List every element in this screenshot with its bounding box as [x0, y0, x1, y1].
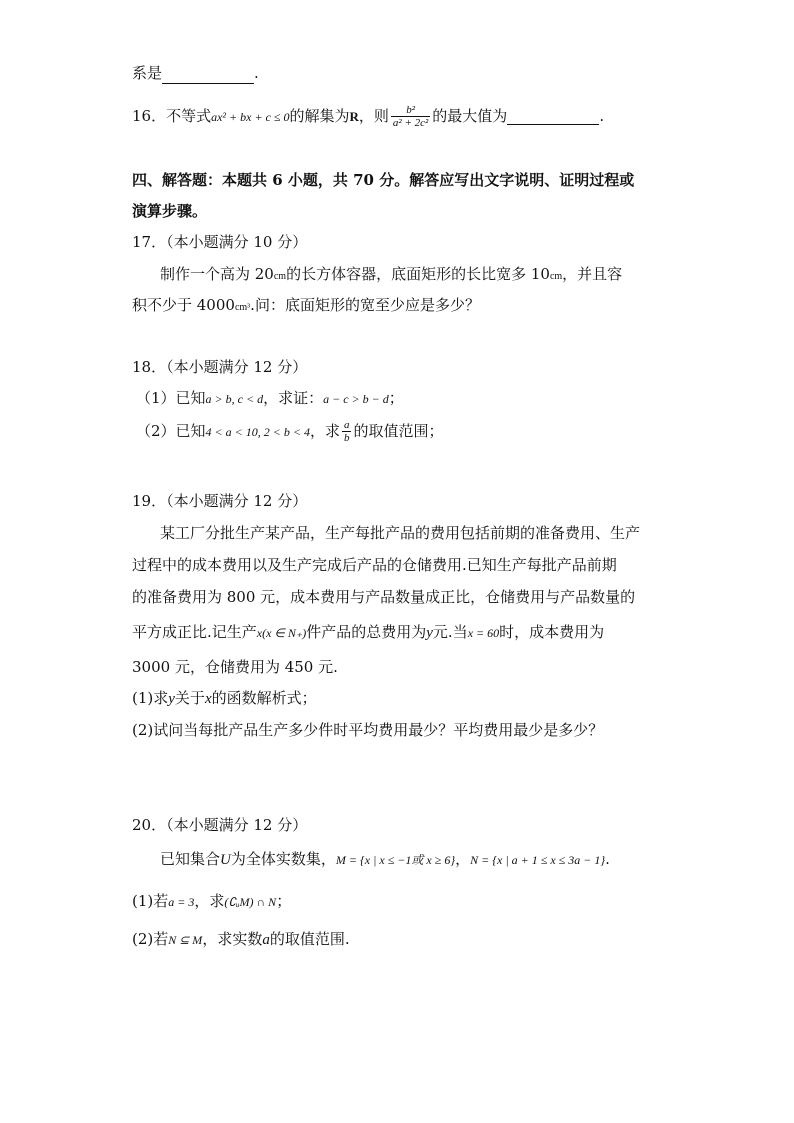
set-M-definition: M = {x | x ≤ −1或 x ≥ 6}: [335, 853, 456, 867]
condition-expression: a > b, c < d: [205, 392, 264, 406]
question-text: ，则: [358, 107, 389, 126]
period: .: [254, 64, 259, 82]
fraction-denominator: a² + 2c²: [392, 117, 429, 130]
question-20-sub-2: [132, 932, 350, 948]
section-heading-line-1: 四、解答题：本题共 6 小题，共 70 分。解答应写出文字说明、证明过程或: [132, 171, 635, 189]
fraction-denominator: b: [343, 432, 350, 445]
fraction-numerator: a: [343, 419, 350, 431]
set-N-definition: N = {x | a + 1 ≤ x ≤ 3a − 1}: [470, 853, 606, 867]
question-number: 16．: [132, 107, 167, 126]
real-set-symbol: R: [349, 109, 359, 125]
punctuation: ；: [388, 389, 404, 407]
fraction-numerator: b²: [406, 104, 415, 116]
question-text: 已知集合: [160, 850, 221, 868]
question-text: 为全体实数集，: [230, 850, 336, 868]
question-18-part-2: [136, 419, 443, 445]
period: .: [599, 107, 605, 126]
answer-blank-16: [507, 109, 599, 125]
question-20-line-1: [160, 852, 610, 868]
question-20-sub-1: [132, 894, 291, 909]
fraction-a-over-b: [342, 419, 352, 445]
condition-expression: a = 3: [168, 895, 195, 909]
question-18-part-1: [136, 391, 404, 406]
variable-x: x: [204, 691, 212, 707]
question-text: 件产品的总费用为: [306, 623, 427, 641]
question-text: 的函数解析式；: [211, 689, 317, 707]
question-text: .问：底面矩形的宽至少应是多少？: [250, 296, 480, 314]
question-16: [132, 104, 604, 130]
punctuation: ，: [455, 850, 471, 868]
question-text: ，求证：: [263, 389, 324, 407]
unit-cm: cm: [273, 271, 287, 282]
question-text: ，求: [194, 892, 225, 910]
condition-expression: N ⊆ M: [168, 933, 203, 947]
question-20-header: 20．（本小题满分 12 分）: [132, 816, 308, 834]
question-17-line-1: [160, 267, 622, 282]
set-U: U: [220, 852, 231, 868]
question-text: 的长方体容器，底面矩形的长比宽多 10: [286, 265, 550, 283]
question-text: ，求实数: [202, 930, 263, 948]
question-text: 平方成正比.记生产: [132, 623, 257, 641]
variable-domain-expression: x(x ∈ N₊): [256, 626, 307, 640]
question-17-header: 17．（本小题满分 10 分）: [132, 233, 308, 251]
variable-y: y: [168, 691, 175, 707]
variable-y: y: [426, 625, 433, 641]
question-text: 关于: [174, 689, 205, 707]
question-19-sub-1: [132, 691, 317, 707]
question-text: 的解集为: [289, 107, 350, 126]
period: .: [605, 850, 610, 868]
question-19-line-3: 的准备费用为 800 元，成本费用与产品数量成正比，仓储费用与产品数量的: [132, 588, 636, 606]
fraction-expression: [391, 104, 430, 130]
part-label: （2）已知: [136, 422, 206, 441]
question-19-line-2: 过程中的成本费用以及生产完成后产品的仓储费用.已知生产每批产品前期: [132, 556, 617, 574]
question-text: 的取值范围；: [353, 422, 444, 441]
set-expression: (∁ᵤM) ∩ N: [224, 895, 277, 909]
punctuation: ；: [276, 892, 292, 910]
inequality-expression: ax² + bx + c ≤ 0: [211, 109, 290, 124]
question-19-line-1: 某工厂分批生产某产品，生产每批产品的费用包括前期的准备费用、生产: [160, 524, 641, 542]
condition-expression: x = 60: [467, 626, 500, 640]
continued-text: 系是: [132, 64, 163, 82]
question-text: 的最大值为: [432, 107, 508, 126]
question-18-header: 18．（本小题满分 12 分）: [132, 358, 308, 376]
answer-blank-15: [162, 68, 254, 84]
question-19-line-4: [132, 625, 604, 641]
question-text: (2)若: [132, 930, 169, 948]
unit-cm: cm: [549, 271, 563, 282]
unit-cm3: cm³: [234, 302, 251, 313]
question-text: ，求: [309, 422, 340, 441]
question-text: 制作一个高为 20: [160, 265, 274, 283]
question-text: ，并且容: [562, 265, 623, 283]
question-text: (1)求: [132, 689, 169, 707]
question-19-line-5: 3000 元，仓储费用为 450 元.: [132, 658, 338, 676]
question-17-line-2: [132, 298, 480, 313]
question-text: 时，成本费用为: [499, 623, 605, 641]
question-text: (1)若: [132, 892, 169, 910]
variable-a: a: [262, 932, 270, 948]
question-text: 元.当: [432, 623, 468, 641]
question-19-header: 19．（本小题满分 12 分）: [132, 492, 308, 510]
part-label: （1）已知: [136, 389, 206, 407]
question-19-sub-2: (2)试问当每批产品生产多少件时平均费用最少？平均费用最少是多少？: [132, 721, 604, 739]
question-text: 不等式: [166, 107, 212, 126]
continued-line: [132, 66, 259, 84]
goal-expression: a − c > b − d: [323, 392, 389, 406]
section-heading-line-2: 演算步骤。: [132, 202, 208, 220]
question-text: 积不少于 4000: [132, 296, 235, 314]
question-text: 的取值范围.: [269, 930, 350, 948]
condition-expression: 4 < a < 10, 2 < b < 4: [205, 424, 310, 439]
